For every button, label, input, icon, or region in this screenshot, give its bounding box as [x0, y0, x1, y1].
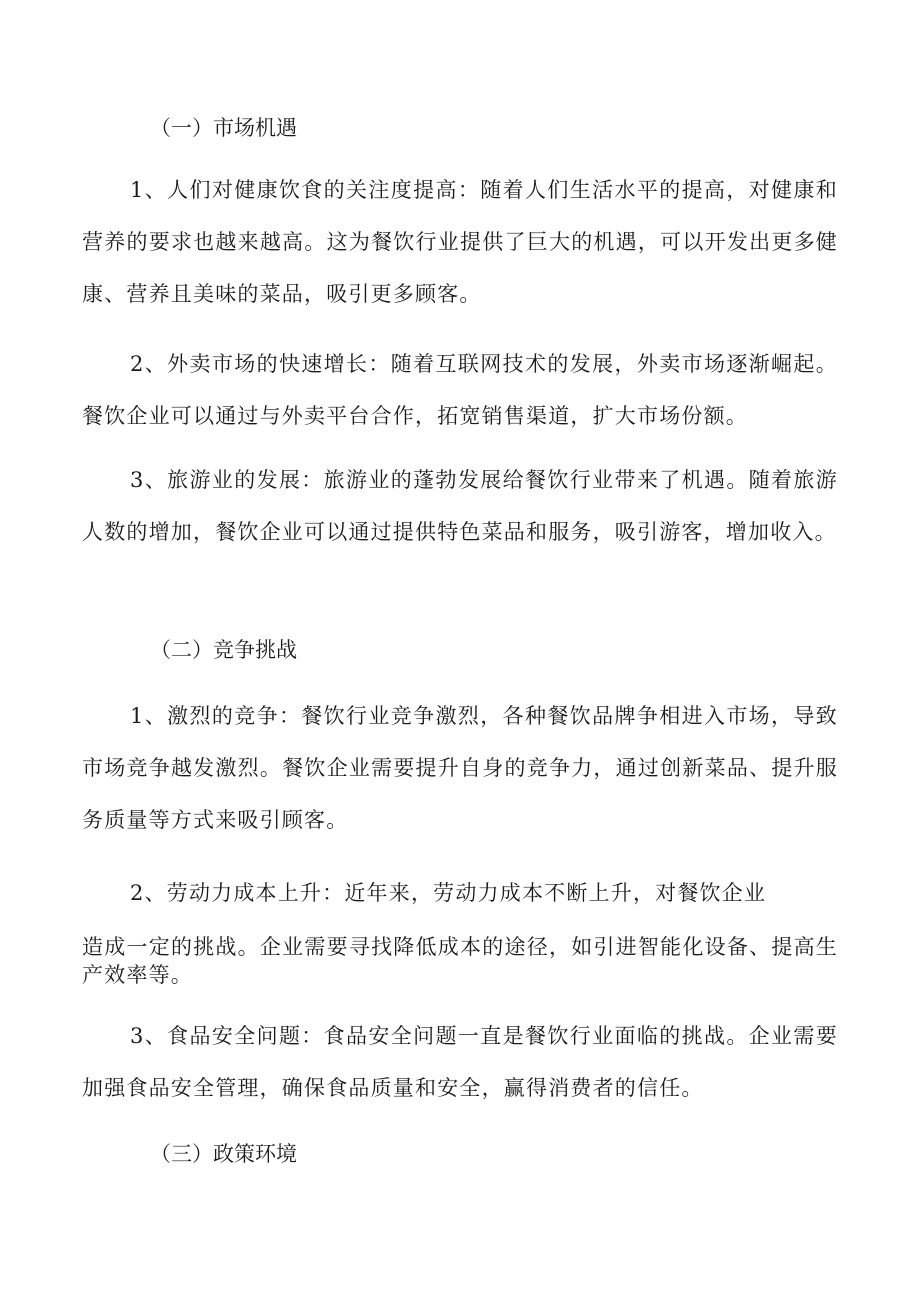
- paragraph-food-safety: 3、食品安全问题：食品安全问题一直是餐饮行业面临的挑战。企业需要加强食品安全管理，确保食品质量和安全，赢得消费者的信任。: [82, 1024, 838, 1100]
- section-heading-policy: （三）政策环境: [150, 1142, 297, 1166]
- section-heading-market-opportunity: （一）市场机遇: [150, 116, 297, 140]
- paragraph-health-diet: 1、人们对健康饮食的关注度提高：随着人们生活水平的提高，对健康和营养的要求也越来越高。这为餐饮行业提供了巨大的机遇，可以开发出更多健康、营养且美味的菜品，吸引更多顾客。: [82, 178, 838, 306]
- paragraph-tourism: 3、旅游业的发展：旅游业的蓬勃发展给餐饮行业带来了机遇。随着旅游人数的增加，餐饮企业可以通过提供特色菜品和服务，吸引游客，增加收入。: [82, 468, 838, 544]
- paragraph-labor-cost-line1: 2、劳动力成本上升：近年来，劳动力成本不断上升，对餐饮企业: [130, 881, 767, 905]
- paragraph-takeout-market: 2、外卖市场的快速增长：随着互联网技术的发展，外卖市场逐渐崛起。餐饮企业可以通过与外卖平台合作，拓宽销售渠道，扩大市场份额。: [82, 352, 838, 428]
- section-heading-competition: （二）竞争挑战: [150, 638, 297, 662]
- paragraph-fierce-competition: 1、激烈的竞争：餐饮行业竞争激烈，各种餐饮品牌争相进入市场，导致市场竞争越发激烈。餐饮企业需要提升自身的竞争力，通过创新菜品、提升服务质量等方式来吸引顾客。: [82, 704, 838, 832]
- paragraph-labor-cost-rest: 造成一定的挑战。企业需要寻找降低成本的途径，如引进智能化设备、提高生产效率等。: [82, 935, 838, 987]
